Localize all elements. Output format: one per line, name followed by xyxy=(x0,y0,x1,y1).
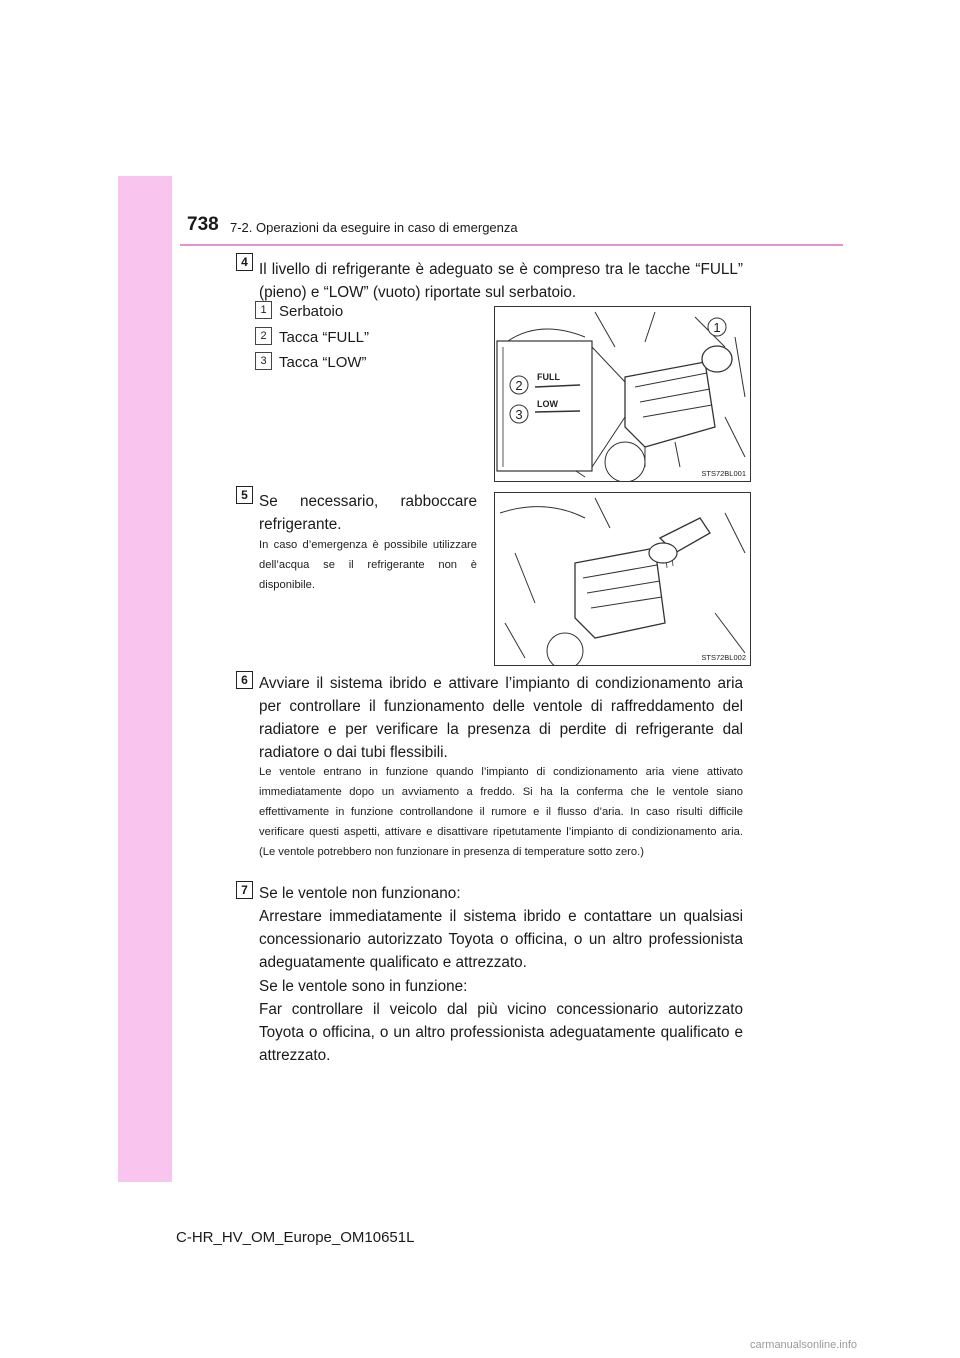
step-7-title-2: Se le ventole sono in funzione: xyxy=(259,978,468,995)
step-4-text: Il livello di refrigerante è adeguato se è compreso tra le tacche “FULL” (pieno) e “LOW” (vuoto) riportate sul serbatoio. xyxy=(259,261,743,301)
watermark: carmanualsonline.info xyxy=(750,1339,858,1351)
step-5-badge: 5 xyxy=(236,486,253,504)
step-7-badge: 7 xyxy=(236,881,253,899)
label-3-text: Tacca “LOW” xyxy=(279,354,367,371)
figure-coolant-reservoir xyxy=(494,306,751,482)
label-1-text: Serbatoio xyxy=(279,303,344,320)
figure-1-code: STS72BL001 xyxy=(701,469,746,478)
page-number: 738 xyxy=(187,214,219,235)
step-7-title-1: Se le ventole non funzionano: xyxy=(259,885,461,902)
step-7-text-1: Arrestare immediatamente il sistema ibrido e contattare un qualsiasi concessionario autorizzato Toyota o officina, o un altro professionista adeguatamente qualificato e attrezzato. xyxy=(259,908,743,971)
section-title: 7-2. Operazioni da eseguire in caso di emergenza xyxy=(230,220,518,235)
callout-3-text: 3 xyxy=(515,407,523,422)
figure-2-code: STS72BL002 xyxy=(701,653,746,662)
reservoir-illustration xyxy=(495,307,750,481)
step-5-note: In caso d’emergenza è possibile utilizzare dell’acqua se il refrigerante non è disponibile. xyxy=(259,539,477,591)
figure-refill-coolant xyxy=(494,492,751,666)
callout-1-text: 1 xyxy=(713,320,721,335)
callout-2-text: 2 xyxy=(515,378,523,393)
header-divider xyxy=(180,244,843,246)
label-2-badge: 2 xyxy=(255,327,272,345)
label-1-badge: 1 xyxy=(255,301,272,319)
step-6-badge: 6 xyxy=(236,671,253,689)
full-mark-text: FULL xyxy=(537,372,560,382)
step-6-text: Avviare il sistema ibrido e attivare l’impianto di condizionamento aria per controllare il funzionamento delle ventole di raffreddamento del radiatore e per verificare la presenza di perdite di refrigerante dal radiatore o dai tubi flessibili. xyxy=(259,675,743,761)
step-4-badge: 4 xyxy=(236,253,253,271)
refill-illustration xyxy=(495,493,750,665)
step-6-note: Le ventole entrano in funzione quando l’impianto di condizionamento aria viene attivato immediatamente dopo un avviamento a freddo. Si ha la conferma che le ventole siano effettivamente in funzione controllandone il rumore e il flusso d’aria. In caso risulti difficile verificare questi aspetti, attivare e disattivare ripetutamente l’impianto di condizionamento aria. (Le ventole potrebbero non funzionare in presenza di temperature sotto zero.) xyxy=(259,766,743,858)
step-5-text: Se necessario, rabboccare refrigerante. xyxy=(259,493,477,533)
footer-doc-id: C-HR_HV_OM_Europe_OM10651L xyxy=(176,1229,415,1246)
low-mark-text: LOW xyxy=(537,399,558,409)
label-2-text: Tacca “FULL” xyxy=(279,329,370,346)
sidebar-band xyxy=(118,176,172,1182)
step-7-text-2: Far controllare il veicolo dal più vicino concessionario autorizzato Toyota o officina, o un altro professionista adeguatamente qualificato e attrezzato. xyxy=(259,1001,743,1064)
label-3-badge: 3 xyxy=(255,352,272,370)
